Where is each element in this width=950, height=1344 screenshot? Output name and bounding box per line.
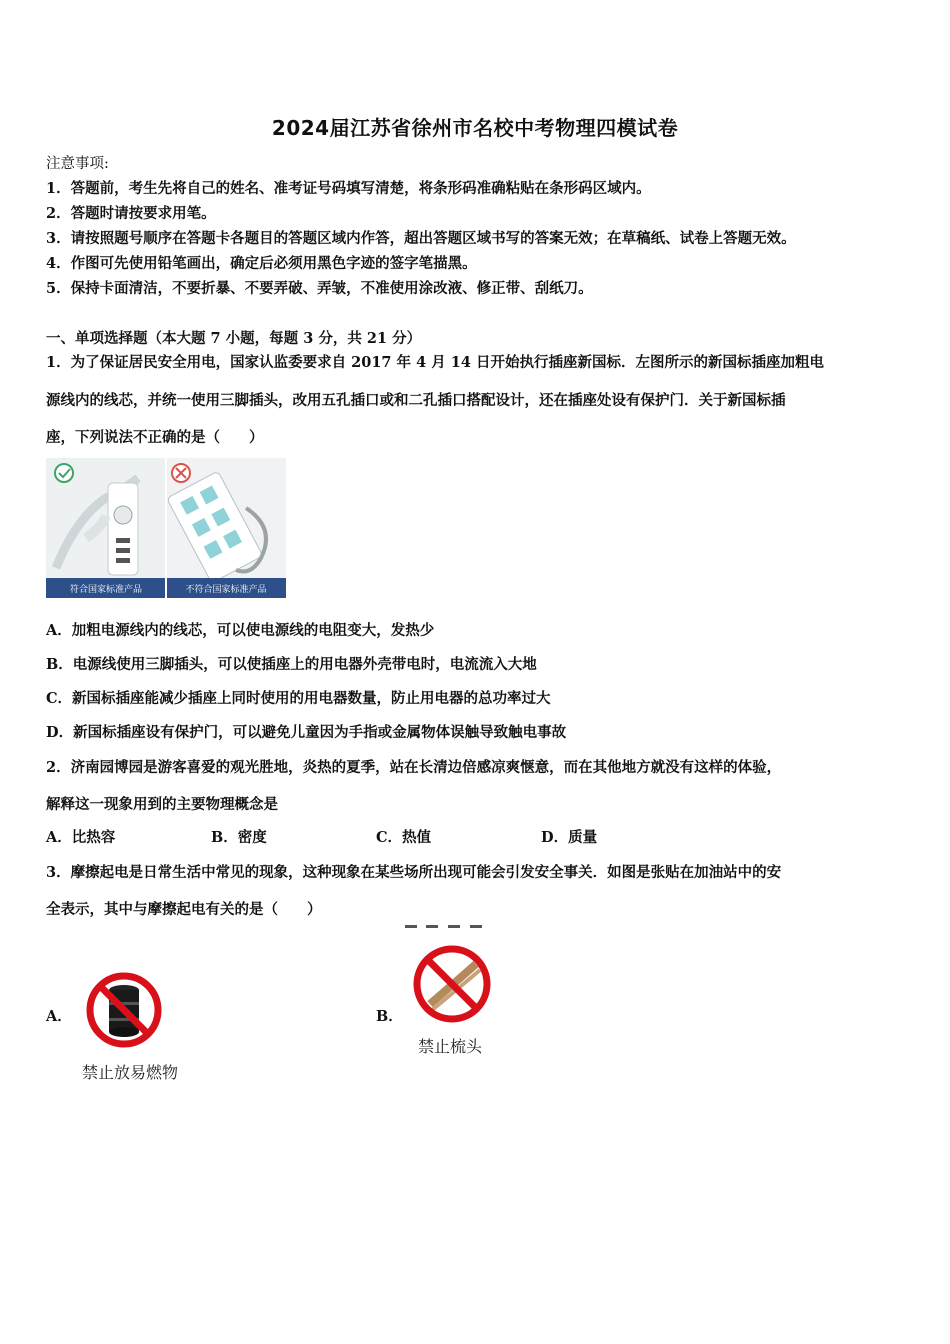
sign-caption-no-flammables: 禁止放易燃物 [82, 1063, 179, 1082]
question-1-text: 座，下列说法不正确的是（ ） [46, 429, 264, 446]
question-3-option-a-label: A． [46, 1008, 72, 1025]
cropped-text-fragment [400, 922, 500, 930]
question-3-text: 3．摩擦起电是日常生活中常见的现象，这种现象在某些场所出现可能会引发安全事关．如图是张贴在加油站中的安 [46, 864, 782, 881]
notice-heading: 注意事项: [46, 156, 109, 172]
question-1-text: 1．为了保证居民安全用电，国家认监委要求自 2017 年 4 月 14 日开始执行插座新国标．左图所示的新国标插座加粗电 [46, 354, 824, 371]
question-1-option-d: D．新国标插座设有保护门，可以避免儿童因为手指或金属物体误触导致触电事故 [46, 724, 567, 741]
question-1-text: 源线内的线芯，并统一使用三脚插头，改用五孔插口或和二孔插口搭配设计，还在插座处设有保护门．关于新国标插 [46, 392, 786, 409]
section-heading: 一、单项选择题（本大题 7 小题，每题 3 分，共 21 分） [46, 330, 422, 347]
notice-item: 5．保持卡面清洁，不要折暴、不要弄破、弄皱，不准使用涂改液、修正带、刮纸刀。 [46, 280, 593, 297]
question-1-option-c: C．新国标插座能减少插座上同时使用的用电器数量，防止用电器的总功率过大 [46, 690, 551, 707]
question-2-option-c: C．热值 [376, 829, 432, 846]
question-2-text: 解释这一现象用到的主要物理概念是 [46, 796, 278, 813]
image-caption-noncompliant: 不符合国家标准产品 [185, 585, 267, 595]
question-3-text: 全表示，其中与摩擦起电有关的是（ ） [46, 901, 322, 918]
page-title: 2024届江苏省徐州市名校中考物理四模试卷 [271, 116, 679, 140]
question-1-option-b: B．电源线使用三脚插头，可以使插座上的用电器外壳带电时，电流流入大地 [46, 656, 537, 673]
notice-item: 1．答题前，考生先将自己的姓名、准考证号码填写清楚，将条形码准确粘贴在条形码区域内。 [46, 180, 651, 197]
question-2-option-b: B．密度 [211, 829, 267, 846]
question-3-option-b-label: B． [376, 1008, 403, 1025]
image-caption-compliant: 符合国家标准产品 [69, 585, 143, 595]
no-combing-sign-icon [410, 942, 494, 1026]
notice-item: 4．作图可先使用铅笔画出，确定后必须用黑色字迹的签字笔描黑。 [46, 255, 477, 272]
sign-caption-no-combing: 禁止梳头 [418, 1037, 483, 1056]
question-2-text: 2．济南园博园是游客喜爱的观光胜地，炎热的夏季，站在长清边倍感凉爽惬意，而在其他地方就没有这样的体验， [46, 759, 782, 776]
notice-item: 2．答题时请按要求用笔。 [46, 205, 216, 222]
notice-item: 3．请按照题号顺序在答题卡各题目的答题区域内作答，超出答题区域书写的答案无效；在草稿纸、试卷上答题无效。 [46, 230, 796, 247]
no-flammables-sign-icon [84, 970, 164, 1050]
plug-comparison-image [46, 458, 286, 598]
question-1-option-a: A．加粗电源线内的线芯，可以使电源线的电阻变大，发热少 [46, 622, 435, 639]
question-2-option-d: D．质量 [541, 829, 598, 846]
question-2-option-a: A．比热容 [46, 829, 116, 846]
